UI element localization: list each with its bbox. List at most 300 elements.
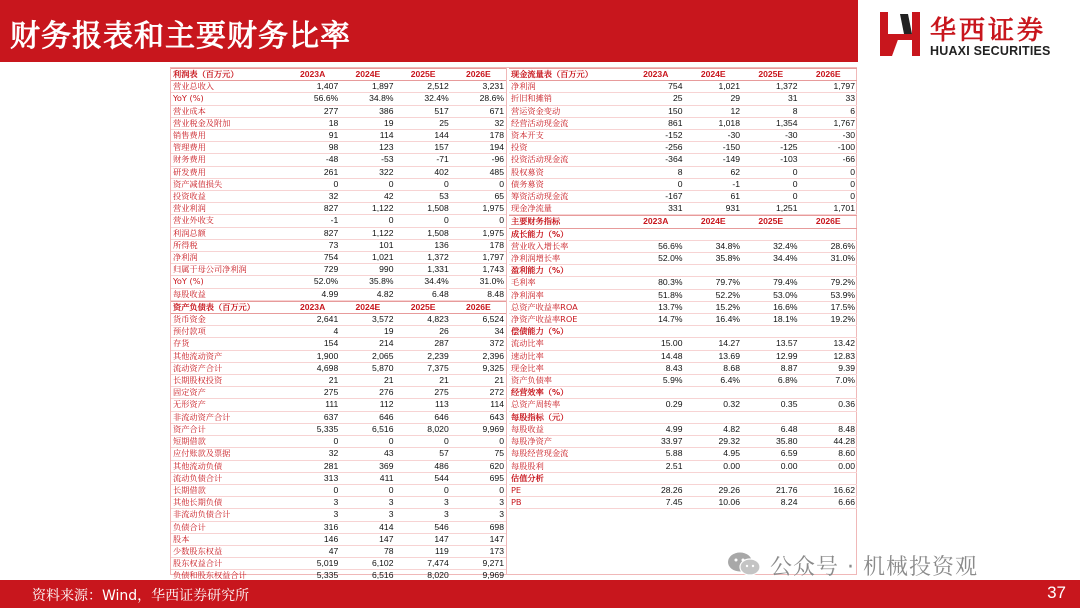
table-row: [171, 411, 506, 423]
row-label: 长期股权投资: [171, 375, 285, 387]
value-cell: 316: [285, 521, 340, 533]
table-row: [171, 93, 506, 105]
value-cell: 0: [451, 178, 506, 190]
row-label: 经营活动现金流: [509, 117, 627, 129]
value-cell: 544: [396, 472, 451, 484]
row-label: 资产负债率: [509, 375, 627, 387]
row-label: 资产减值损失: [171, 178, 285, 190]
financial-tables: [170, 67, 857, 581]
empty-cell: [627, 228, 685, 240]
table-row: [171, 130, 506, 142]
year-header: 2024E: [685, 216, 743, 228]
value-cell: 990: [340, 264, 395, 276]
row-label: 股权募资: [509, 166, 627, 178]
value-cell: 6.48: [396, 288, 451, 300]
value-cell: 0: [627, 178, 685, 190]
section-label: 经营效率（%）: [509, 387, 627, 399]
value-cell: 154: [285, 338, 340, 350]
value-cell: 372: [451, 338, 506, 350]
table-title: 资产负债表（百万元）: [171, 301, 285, 313]
value-cell: 546: [396, 521, 451, 533]
row-label: 净利润率: [509, 289, 627, 301]
value-cell: 56.6%: [285, 93, 340, 105]
table-row: [171, 375, 506, 387]
table-row: [171, 362, 506, 374]
table-row: [171, 387, 506, 399]
value-cell: 2,396: [451, 350, 506, 362]
table-row: [509, 253, 857, 265]
value-cell: 194: [451, 142, 506, 154]
table-row: [171, 545, 506, 557]
value-cell: 4.82: [685, 423, 743, 435]
row-label: 净利润增长率: [509, 253, 627, 265]
value-cell: 1,372: [396, 252, 451, 264]
table-title: 现金流量表（百万元）: [509, 69, 627, 81]
value-cell: 0.00: [742, 460, 800, 472]
row-label: 营业利润: [171, 203, 285, 215]
value-cell: 0: [396, 484, 451, 496]
value-cell: 261: [285, 166, 340, 178]
value-cell: 275: [396, 387, 451, 399]
value-cell: 147: [396, 533, 451, 545]
value-cell: 14.7%: [627, 314, 685, 326]
table-row: [509, 362, 857, 374]
table-row: [171, 178, 506, 190]
value-cell: 18: [285, 117, 340, 129]
value-cell: 695: [451, 472, 506, 484]
value-cell: 178: [451, 130, 506, 142]
row-label: 营业收入增长率: [509, 240, 627, 252]
value-cell: 79.2%: [800, 277, 858, 289]
row-label: 资本开支: [509, 130, 627, 142]
value-cell: 5,335: [285, 570, 340, 582]
value-cell: 0: [285, 436, 340, 448]
table-row: [509, 130, 857, 142]
value-cell: 214: [340, 338, 395, 350]
value-cell: 114: [451, 399, 506, 411]
right-panel: [509, 68, 857, 509]
value-cell: 3,231: [451, 81, 506, 93]
value-cell: -30: [800, 130, 858, 142]
value-cell: 8.43: [627, 362, 685, 374]
table-row: [171, 154, 506, 166]
value-cell: 4.82: [340, 288, 395, 300]
balance-sheet-table: [171, 301, 506, 583]
value-cell: 52.0%: [627, 253, 685, 265]
table-title: 主要财务指标: [509, 216, 627, 228]
value-cell: 1,975: [451, 227, 506, 239]
value-cell: 1,122: [340, 227, 395, 239]
value-cell: 19.2%: [800, 314, 858, 326]
row-label: 应付账款及票据: [171, 448, 285, 460]
row-label: PE: [509, 484, 627, 496]
value-cell: 3,572: [340, 314, 395, 326]
value-cell: 9,969: [451, 423, 506, 435]
value-cell: 47: [285, 545, 340, 557]
value-cell: 18.1%: [742, 314, 800, 326]
row-label: 归属于母公司净利润: [171, 264, 285, 276]
value-cell: 414: [340, 521, 395, 533]
value-cell: -48: [285, 154, 340, 166]
logo-chinese-text: 华西证券: [930, 16, 1047, 46]
footer-source: 资料来源：Wind，华西证券研究所: [32, 588, 250, 604]
value-cell: 643: [451, 411, 506, 423]
value-cell: 0: [451, 215, 506, 227]
value-cell: 272: [451, 387, 506, 399]
value-cell: 0.32: [685, 399, 743, 411]
section-header-row: [509, 387, 857, 399]
value-cell: 91: [285, 130, 340, 142]
value-cell: 386: [340, 105, 395, 117]
table-row: [171, 338, 506, 350]
value-cell: 17.5%: [800, 301, 858, 313]
value-cell: 0.35: [742, 399, 800, 411]
value-cell: 5,870: [340, 362, 395, 374]
table-header-row: [171, 69, 506, 81]
value-cell: 486: [396, 460, 451, 472]
value-cell: 35.8%: [685, 253, 743, 265]
value-cell: 42: [340, 191, 395, 203]
value-cell: 73: [285, 239, 340, 251]
value-cell: 75: [451, 448, 506, 460]
table-header-row: [509, 216, 857, 228]
section-label: 盈利能力（%）: [509, 265, 627, 277]
row-label: 非流动资产合计: [171, 411, 285, 423]
table-row: [509, 178, 857, 190]
value-cell: 6,102: [340, 558, 395, 570]
value-cell: 78: [340, 545, 395, 557]
row-label: 货币资金: [171, 314, 285, 326]
value-cell: 32.4%: [742, 240, 800, 252]
value-cell: 2.51: [627, 460, 685, 472]
table-row: [509, 448, 857, 460]
value-cell: 44.28: [800, 436, 858, 448]
empty-cell: [685, 411, 743, 423]
row-label: 股东权益合计: [171, 558, 285, 570]
value-cell: 620: [451, 460, 506, 472]
value-cell: -256: [627, 142, 685, 154]
value-cell: 646: [396, 411, 451, 423]
value-cell: 62: [685, 166, 743, 178]
row-label: 速动比率: [509, 350, 627, 362]
value-cell: 646: [340, 411, 395, 423]
value-cell: 0: [800, 191, 858, 203]
value-cell: 1,743: [451, 264, 506, 276]
table-row: [171, 203, 506, 215]
value-cell: 34.4%: [742, 253, 800, 265]
value-cell: 1,797: [451, 252, 506, 264]
year-header: 2026E: [800, 216, 858, 228]
table-row: [509, 81, 857, 93]
value-cell: 34: [451, 326, 506, 338]
value-cell: 14.48: [627, 350, 685, 362]
value-cell: 9.39: [800, 362, 858, 374]
row-label: YoY (%): [171, 93, 285, 105]
value-cell: 21.76: [742, 484, 800, 496]
row-label: 净利润: [509, 81, 627, 93]
value-cell: 2,065: [340, 350, 395, 362]
empty-cell: [627, 472, 685, 484]
empty-cell: [685, 326, 743, 338]
empty-cell: [685, 387, 743, 399]
value-cell: 0: [396, 178, 451, 190]
table-row: [171, 533, 506, 545]
value-cell: 101: [340, 239, 395, 251]
value-cell: 1,122: [340, 203, 395, 215]
value-cell: 13.57: [742, 338, 800, 350]
value-cell: 173: [451, 545, 506, 557]
empty-cell: [800, 265, 858, 277]
section-header-row: [509, 228, 857, 240]
value-cell: 19: [340, 326, 395, 338]
value-cell: 8: [627, 166, 685, 178]
value-cell: 1,372: [742, 81, 800, 93]
value-cell: 21: [285, 375, 340, 387]
value-cell: 146: [285, 533, 340, 545]
value-cell: 3: [451, 509, 506, 521]
value-cell: 6,524: [451, 314, 506, 326]
year-header: 2025E: [396, 69, 451, 81]
table-row: [171, 558, 506, 570]
value-cell: 34.8%: [685, 240, 743, 252]
table-row: [509, 423, 857, 435]
table-row: [171, 460, 506, 472]
value-cell: 57: [396, 448, 451, 460]
value-cell: 287: [396, 338, 451, 350]
table-row: [509, 338, 857, 350]
value-cell: 21: [451, 375, 506, 387]
table-row: [509, 142, 857, 154]
value-cell: 34.8%: [340, 93, 395, 105]
value-cell: 4,698: [285, 362, 340, 374]
row-label: 所得税: [171, 239, 285, 251]
table-row: [509, 105, 857, 117]
table-row: [509, 497, 857, 509]
table-row: [509, 460, 857, 472]
table-row: [509, 203, 857, 215]
value-cell: 0: [340, 215, 395, 227]
value-cell: -150: [685, 142, 743, 154]
table-row: [171, 117, 506, 129]
section-label: 偿债能力（%）: [509, 326, 627, 338]
value-cell: 32.4%: [396, 93, 451, 105]
row-label: 折旧和摊销: [509, 93, 627, 105]
row-label: 每股经营现金流: [509, 448, 627, 460]
value-cell: 1,021: [340, 252, 395, 264]
value-cell: 698: [451, 521, 506, 533]
huaxi-logo-icon: [878, 8, 922, 60]
wechat-icon: [727, 551, 761, 577]
value-cell: 29.32: [685, 436, 743, 448]
value-cell: 65: [451, 191, 506, 203]
table-row: [171, 350, 506, 362]
value-cell: 61: [685, 191, 743, 203]
value-cell: 1,407: [285, 81, 340, 93]
value-cell: 827: [285, 203, 340, 215]
row-label: 固定资产: [171, 387, 285, 399]
row-label: 存货: [171, 338, 285, 350]
value-cell: -30: [742, 130, 800, 142]
value-cell: 0: [742, 191, 800, 203]
row-label: 研发费用: [171, 166, 285, 178]
value-cell: 32: [451, 117, 506, 129]
value-cell: 7,474: [396, 558, 451, 570]
value-cell: 4,823: [396, 314, 451, 326]
value-cell: 13.42: [800, 338, 858, 350]
value-cell: 0: [285, 178, 340, 190]
value-cell: 6.8%: [742, 375, 800, 387]
value-cell: -167: [627, 191, 685, 203]
row-label: 管理费用: [171, 142, 285, 154]
value-cell: 16.4%: [685, 314, 743, 326]
row-label: PB: [509, 497, 627, 509]
table-row: [171, 191, 506, 203]
value-cell: -100: [800, 142, 858, 154]
value-cell: -152: [627, 130, 685, 142]
value-cell: 0: [285, 484, 340, 496]
row-label: 营业总收入: [171, 81, 285, 93]
row-label: 投资活动现金流: [509, 154, 627, 166]
empty-cell: [742, 472, 800, 484]
cash-flow-table: [509, 68, 857, 215]
value-cell: 827: [285, 227, 340, 239]
value-cell: 0.00: [685, 460, 743, 472]
table-row: [171, 423, 506, 435]
value-cell: 8,020: [396, 423, 451, 435]
value-cell: -96: [451, 154, 506, 166]
value-cell: 0.29: [627, 399, 685, 411]
value-cell: 411: [340, 472, 395, 484]
value-cell: -364: [627, 154, 685, 166]
row-label: 现金净流量: [509, 203, 627, 215]
table-row: [171, 239, 506, 251]
financial-ratios-table: [509, 215, 857, 509]
row-label: 其他长期负债: [171, 497, 285, 509]
page-number: 37: [1047, 583, 1066, 602]
section-header-row: [509, 411, 857, 423]
row-label: 资产合计: [171, 423, 285, 435]
value-cell: 6.66: [800, 497, 858, 509]
row-label: 股本: [171, 533, 285, 545]
row-label: 每股股利: [509, 460, 627, 472]
row-label: 每股收益: [171, 288, 285, 300]
value-cell: 3: [340, 509, 395, 521]
value-cell: 79.7%: [685, 277, 743, 289]
value-cell: 861: [627, 117, 685, 129]
value-cell: 98: [285, 142, 340, 154]
left-panel: [171, 68, 506, 583]
value-cell: 6.59: [742, 448, 800, 460]
year-header: 2024E: [340, 69, 395, 81]
value-cell: 4.99: [627, 423, 685, 435]
value-cell: 31.0%: [451, 276, 506, 288]
empty-cell: [800, 228, 858, 240]
table-row: [509, 166, 857, 178]
value-cell: 112: [340, 399, 395, 411]
value-cell: 28.6%: [800, 240, 858, 252]
empty-cell: [742, 387, 800, 399]
value-cell: 6: [800, 105, 858, 117]
table-row: [509, 117, 857, 129]
value-cell: -149: [685, 154, 743, 166]
value-cell: 53: [396, 191, 451, 203]
value-cell: 4.95: [685, 448, 743, 460]
table-row: [171, 314, 506, 326]
value-cell: 3: [285, 509, 340, 521]
year-header: 2025E: [396, 301, 451, 313]
page-title: 财务报表和主要财务比率: [10, 19, 351, 54]
value-cell: 1,897: [340, 81, 395, 93]
value-cell: 5.9%: [627, 375, 685, 387]
value-cell: 51.8%: [627, 289, 685, 301]
table-row: [509, 350, 857, 362]
value-cell: 754: [285, 252, 340, 264]
value-cell: 53.9%: [800, 289, 858, 301]
table-row: [509, 436, 857, 448]
value-cell: 1,508: [396, 203, 451, 215]
empty-cell: [685, 228, 743, 240]
value-cell: 9,271: [451, 558, 506, 570]
value-cell: 2,239: [396, 350, 451, 362]
value-cell: 1,975: [451, 203, 506, 215]
value-cell: 3: [285, 497, 340, 509]
row-label: 无形资产: [171, 399, 285, 411]
row-label: 长期借款: [171, 484, 285, 496]
value-cell: -103: [742, 154, 800, 166]
row-label: 财务费用: [171, 154, 285, 166]
value-cell: 80.3%: [627, 277, 685, 289]
row-label: 净利润: [171, 252, 285, 264]
value-cell: 10.06: [685, 497, 743, 509]
row-label: 少数股东权益: [171, 545, 285, 557]
value-cell: 35.8%: [340, 276, 395, 288]
year-header: 2023A: [285, 301, 340, 313]
empty-cell: [742, 265, 800, 277]
year-header: 2025E: [742, 69, 800, 81]
year-header: 2026E: [800, 69, 858, 81]
value-cell: 31: [742, 93, 800, 105]
value-cell: 52.2%: [685, 289, 743, 301]
column-divider: [506, 68, 507, 574]
value-cell: 2,512: [396, 81, 451, 93]
table-row: [509, 399, 857, 411]
value-cell: 9,969: [451, 570, 506, 582]
table-row: [171, 252, 506, 264]
row-label: 流动比率: [509, 338, 627, 350]
value-cell: 322: [340, 166, 395, 178]
row-label: 投资: [509, 142, 627, 154]
value-cell: 0: [451, 436, 506, 448]
value-cell: 281: [285, 460, 340, 472]
year-header: 2026E: [451, 301, 506, 313]
value-cell: 1,900: [285, 350, 340, 362]
table-row: [509, 154, 857, 166]
value-cell: 517: [396, 105, 451, 117]
value-cell: 12: [685, 105, 743, 117]
row-label: 投资收益: [171, 191, 285, 203]
section-header-row: [509, 472, 857, 484]
value-cell: 276: [340, 387, 395, 399]
table-row: [171, 399, 506, 411]
value-cell: -1: [685, 178, 743, 190]
empty-cell: [742, 228, 800, 240]
row-label: 其他流动负债: [171, 460, 285, 472]
value-cell: 32: [285, 191, 340, 203]
value-cell: 113: [396, 399, 451, 411]
value-cell: 53.0%: [742, 289, 800, 301]
row-label: 负债和股东权益合计: [171, 570, 285, 582]
value-cell: 0: [340, 178, 395, 190]
